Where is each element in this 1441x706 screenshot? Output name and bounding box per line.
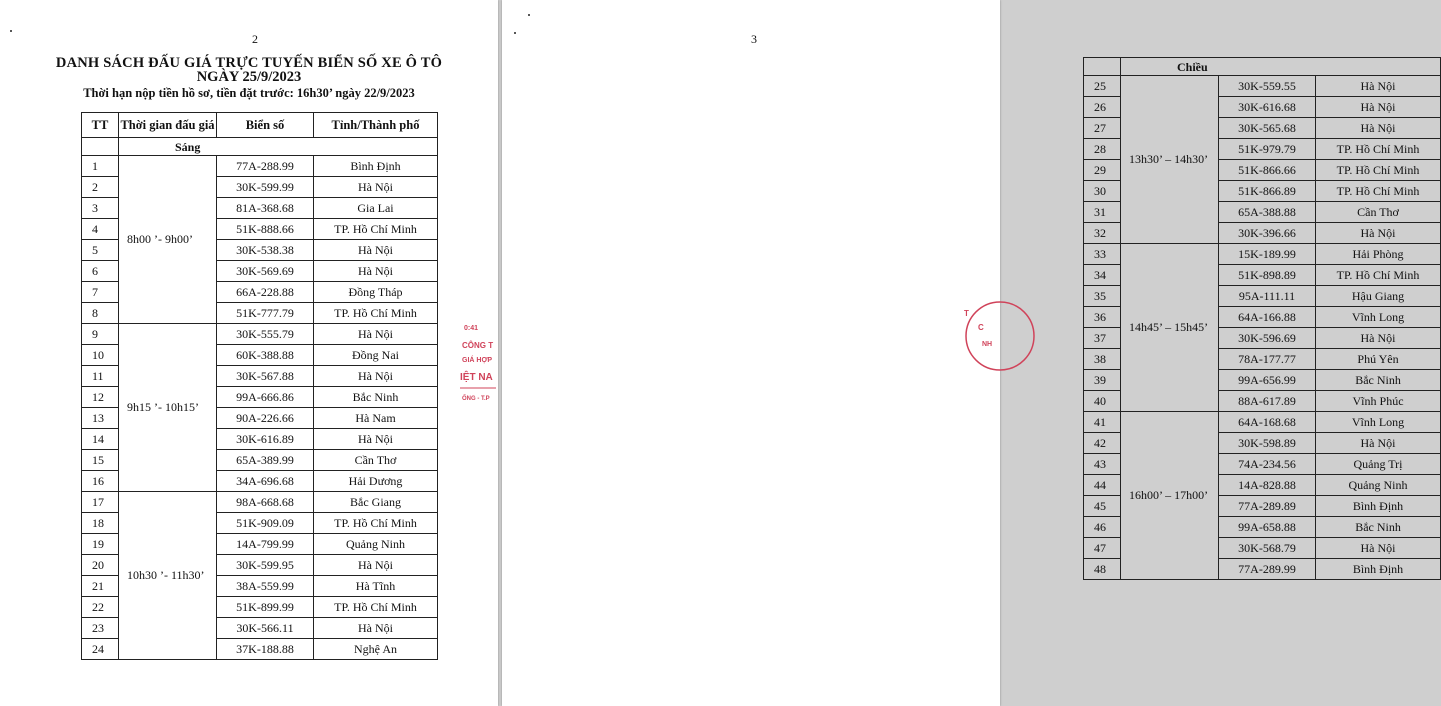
license-plate: 30K-538.38 bbox=[217, 240, 314, 261]
province-city: Vĩnh Phúc bbox=[1316, 391, 1441, 412]
row-number: 11 bbox=[82, 366, 119, 387]
row-number: 46 bbox=[1084, 517, 1121, 538]
row-number: 1 bbox=[82, 156, 119, 177]
red-seal-stamp-fragment bbox=[948, 296, 1000, 376]
license-plate: 99A-666.86 bbox=[217, 387, 314, 408]
row-number: 19 bbox=[82, 534, 119, 555]
row-number: 10 bbox=[82, 345, 119, 366]
license-plate: 74A-234.56 bbox=[1219, 454, 1316, 475]
license-plate: 65A-388.88 bbox=[1219, 202, 1316, 223]
province-city: Hà Nội bbox=[1316, 97, 1441, 118]
header-plate: Biển số bbox=[217, 113, 314, 138]
license-plate: 51K-866.66 bbox=[1219, 160, 1316, 181]
license-plate: 30K-596.69 bbox=[1219, 328, 1316, 349]
province-city: Gia Lai bbox=[314, 198, 438, 219]
province-city: TP. Hồ Chí Minh bbox=[1316, 265, 1441, 286]
stamp-text: 0:41 bbox=[464, 325, 479, 332]
license-plate: 77A-289.99 bbox=[1219, 559, 1316, 580]
payment-deadline: Thời hạn nộp tiền hồ sơ, tiền đặt trước: 16h30’ ngày 22/9/2023 bbox=[83, 86, 415, 100]
province-city: Bắc Ninh bbox=[314, 387, 438, 408]
scan-speck bbox=[10, 30, 12, 32]
row-number: 5 bbox=[82, 240, 119, 261]
row-number: 23 bbox=[82, 618, 119, 639]
province-city: Hà Nội bbox=[314, 366, 438, 387]
stamp-text: NH bbox=[982, 341, 993, 348]
province-city: Hà Nội bbox=[1316, 328, 1441, 349]
page-number: 3 bbox=[751, 32, 757, 46]
license-plate: 30K-568.79 bbox=[1219, 538, 1316, 559]
row-number: 21 bbox=[82, 576, 119, 597]
province-city: Hà Nội bbox=[1316, 118, 1441, 139]
province-city: Vĩnh Long bbox=[1316, 412, 1441, 433]
stamp-ring bbox=[966, 302, 1034, 370]
province-city: Hà Nội bbox=[314, 261, 438, 282]
stamp-text: IỆT NA bbox=[460, 372, 493, 383]
license-plate: 14A-828.88 bbox=[1219, 475, 1316, 496]
time-slot: 10h30 ’- 11h30’ bbox=[119, 492, 217, 660]
row-number: 45 bbox=[1084, 496, 1121, 517]
license-plate: 37K-188.88 bbox=[217, 639, 314, 660]
table-row bbox=[1084, 412, 1441, 433]
row-number: 33 bbox=[1084, 244, 1121, 265]
row-number: 44 bbox=[1084, 475, 1121, 496]
license-plate: 30K-616.68 bbox=[1219, 97, 1316, 118]
province-city: Hải Phòng bbox=[1316, 244, 1441, 265]
license-plate: 95A-111.11 bbox=[1219, 286, 1316, 307]
stamp-text: GIÁ HỢP bbox=[462, 357, 493, 364]
province-city: Hà Nam bbox=[314, 408, 438, 429]
province-city: TP. Hồ Chí Minh bbox=[314, 219, 438, 240]
stamp-text: CÔNG T bbox=[462, 341, 494, 350]
license-plate: 51K-979.79 bbox=[1219, 139, 1316, 160]
province-city: Cần Thơ bbox=[1316, 202, 1441, 223]
time-slot: 14h45’ – 15h45’ bbox=[1121, 244, 1219, 412]
table-row bbox=[82, 324, 438, 345]
province-city: Đồng Nai bbox=[314, 345, 438, 366]
province-city: TP. Hồ Chí Minh bbox=[1316, 160, 1441, 181]
license-plate: 51K-777.79 bbox=[217, 303, 314, 324]
license-plate: 51K-888.66 bbox=[217, 219, 314, 240]
scan-speck bbox=[514, 32, 516, 34]
license-plate: 30K-565.68 bbox=[1219, 118, 1316, 139]
session-blank bbox=[82, 138, 119, 156]
row-number: 17 bbox=[82, 492, 119, 513]
license-plate: 51K-898.89 bbox=[1219, 265, 1316, 286]
row-number: 38 bbox=[1084, 349, 1121, 370]
province-city: TP. Hồ Chí Minh bbox=[1316, 181, 1441, 202]
row-number: 27 bbox=[1084, 118, 1121, 139]
license-plate: 30K-599.95 bbox=[217, 555, 314, 576]
province-city: Hà Nội bbox=[314, 555, 438, 576]
row-number: 39 bbox=[1084, 370, 1121, 391]
header-city: Tỉnh/Thành phố bbox=[314, 113, 438, 138]
license-plate: 98A-668.68 bbox=[217, 492, 314, 513]
row-number: 25 bbox=[1084, 76, 1121, 97]
license-plate: 88A-617.89 bbox=[1219, 391, 1316, 412]
row-number: 36 bbox=[1084, 307, 1121, 328]
table-row bbox=[82, 492, 438, 513]
license-plate: 64A-166.88 bbox=[1219, 307, 1316, 328]
license-plate: 30K-559.55 bbox=[1219, 76, 1316, 97]
license-plate: 64A-168.68 bbox=[1219, 412, 1316, 433]
row-number: 30 bbox=[1084, 181, 1121, 202]
license-plate: 78A-177.77 bbox=[1219, 349, 1316, 370]
table-row bbox=[1084, 76, 1441, 97]
province-city: Hà Nội bbox=[1316, 433, 1441, 454]
row-number: 47 bbox=[1084, 538, 1121, 559]
session-row bbox=[82, 138, 438, 156]
province-city: Bình Định bbox=[314, 156, 438, 177]
table-row bbox=[82, 156, 438, 177]
row-number: 15 bbox=[82, 450, 119, 471]
license-plate: 60K-388.88 bbox=[217, 345, 314, 366]
province-city: Cần Thơ bbox=[314, 450, 438, 471]
page-number: 2 bbox=[252, 32, 258, 46]
row-number: 8 bbox=[82, 303, 119, 324]
table-header-row bbox=[82, 113, 438, 138]
province-city: Quảng Ninh bbox=[314, 534, 438, 555]
row-number: 48 bbox=[1084, 559, 1121, 580]
session-row bbox=[1084, 58, 1441, 76]
province-city: TP. Hồ Chí Minh bbox=[1316, 139, 1441, 160]
province-city: TP. Hồ Chí Minh bbox=[314, 597, 438, 618]
auction-table-morning bbox=[81, 112, 438, 660]
row-number: 4 bbox=[82, 219, 119, 240]
license-plate: 66A-228.88 bbox=[217, 282, 314, 303]
province-city: Bắc Ninh bbox=[1316, 517, 1441, 538]
province-city: Hà Nội bbox=[1316, 223, 1441, 244]
province-city: Đồng Tháp bbox=[314, 282, 438, 303]
license-plate: 30K-599.99 bbox=[217, 177, 314, 198]
time-slot: 9h15 ’- 10h15’ bbox=[119, 324, 217, 492]
license-plate: 77A-289.89 bbox=[1219, 496, 1316, 517]
header-tt: TT bbox=[82, 113, 119, 138]
license-plate: 30K-396.66 bbox=[1219, 223, 1316, 244]
province-city: TP. Hồ Chí Minh bbox=[314, 513, 438, 534]
row-number: 26 bbox=[1084, 97, 1121, 118]
province-city: TP. Hồ Chí Minh bbox=[314, 303, 438, 324]
license-plate: 99A-656.99 bbox=[1219, 370, 1316, 391]
row-number: 9 bbox=[82, 324, 119, 345]
province-city: Quảng Trị bbox=[1316, 454, 1441, 475]
session-blank bbox=[1084, 58, 1121, 76]
province-city: Hà Nội bbox=[314, 240, 438, 261]
row-number: 3 bbox=[82, 198, 119, 219]
license-plate: 30K-555.79 bbox=[217, 324, 314, 345]
header-auction-time: Thời gian đấu giá bbox=[119, 113, 217, 138]
row-number: 16 bbox=[82, 471, 119, 492]
row-number: 34 bbox=[1084, 265, 1121, 286]
time-slot: 8h00 ’- 9h00’ bbox=[119, 156, 217, 324]
time-slot: 16h00’ – 17h00’ bbox=[1121, 412, 1219, 580]
row-number: 12 bbox=[82, 387, 119, 408]
row-number: 41 bbox=[1084, 412, 1121, 433]
license-plate: 51K-909.09 bbox=[217, 513, 314, 534]
stamp-text: ỐNG - T.P bbox=[462, 396, 490, 402]
license-plate: 30K-569.69 bbox=[217, 261, 314, 282]
row-number: 32 bbox=[1084, 223, 1121, 244]
row-number: 14 bbox=[82, 429, 119, 450]
license-plate: 51K-899.99 bbox=[217, 597, 314, 618]
province-city: Hà Nội bbox=[1316, 538, 1441, 559]
license-plate: 14A-799.99 bbox=[217, 534, 314, 555]
license-plate: 30K-616.89 bbox=[217, 429, 314, 450]
document-title: DANH SÁCH ĐẤU GIÁ TRỰC TUYẾN BIỂN SỐ XE Ô TÔ bbox=[55, 55, 443, 71]
province-city: Hà Tĩnh bbox=[314, 576, 438, 597]
province-city: Bắc Giang bbox=[314, 492, 438, 513]
license-plate: 34A-696.68 bbox=[217, 471, 314, 492]
document-page-right bbox=[502, 0, 1420, 706]
province-city: Quảng Ninh bbox=[1316, 475, 1441, 496]
license-plate: 65A-389.99 bbox=[217, 450, 314, 471]
license-plate: 90A-226.66 bbox=[217, 408, 314, 429]
row-number: 31 bbox=[1084, 202, 1121, 223]
table-row bbox=[1084, 244, 1441, 265]
row-number: 24 bbox=[82, 639, 119, 660]
province-city: Bình Định bbox=[1316, 559, 1441, 580]
stamp-text: C bbox=[978, 323, 984, 332]
red-seal-stamp-fragment bbox=[458, 316, 498, 406]
row-number: 18 bbox=[82, 513, 119, 534]
session-label: Sáng bbox=[119, 138, 438, 156]
row-number: 40 bbox=[1084, 391, 1121, 412]
province-city: Hà Nội bbox=[1316, 76, 1441, 97]
license-plate: 38A-559.99 bbox=[217, 576, 314, 597]
province-city: Hà Nội bbox=[314, 324, 438, 345]
row-number: 2 bbox=[82, 177, 119, 198]
row-number: 6 bbox=[82, 261, 119, 282]
license-plate: 15K-189.99 bbox=[1219, 244, 1316, 265]
license-plate: 81A-368.68 bbox=[217, 198, 314, 219]
license-plate: 99A-658.88 bbox=[1219, 517, 1316, 538]
province-city: Bình Định bbox=[1316, 496, 1441, 517]
row-number: 37 bbox=[1084, 328, 1121, 349]
scan-speck bbox=[528, 14, 530, 16]
row-number: 28 bbox=[1084, 139, 1121, 160]
document-page-left bbox=[0, 0, 498, 706]
time-slot: 13h30’ – 14h30’ bbox=[1121, 76, 1219, 244]
auction-table-afternoon bbox=[1083, 57, 1441, 580]
license-plate: 30K-567.88 bbox=[217, 366, 314, 387]
row-number: 22 bbox=[82, 597, 119, 618]
document-date: NGÀY 25/9/2023 bbox=[196, 69, 302, 85]
row-number: 20 bbox=[82, 555, 119, 576]
license-plate: 30K-566.11 bbox=[217, 618, 314, 639]
province-city: Phú Yên bbox=[1316, 349, 1441, 370]
province-city: Nghệ An bbox=[314, 639, 438, 660]
license-plate: 77A-288.99 bbox=[217, 156, 314, 177]
province-city: Vĩnh Long bbox=[1316, 307, 1441, 328]
row-number: 43 bbox=[1084, 454, 1121, 475]
stamp-text: T bbox=[964, 309, 969, 318]
province-city: Hà Nội bbox=[314, 618, 438, 639]
row-number: 29 bbox=[1084, 160, 1121, 181]
row-number: 13 bbox=[82, 408, 119, 429]
license-plate: 30K-598.89 bbox=[1219, 433, 1316, 454]
session-label: Chiều bbox=[1121, 58, 1441, 76]
license-plate: 51K-866.89 bbox=[1219, 181, 1316, 202]
province-city: Hà Nội bbox=[314, 429, 438, 450]
province-city: Hải Dương bbox=[314, 471, 438, 492]
province-city: Hậu Giang bbox=[1316, 286, 1441, 307]
row-number: 42 bbox=[1084, 433, 1121, 454]
row-number: 7 bbox=[82, 282, 119, 303]
province-city: Bắc Ninh bbox=[1316, 370, 1441, 391]
row-number: 35 bbox=[1084, 286, 1121, 307]
province-city: Hà Nội bbox=[314, 177, 438, 198]
